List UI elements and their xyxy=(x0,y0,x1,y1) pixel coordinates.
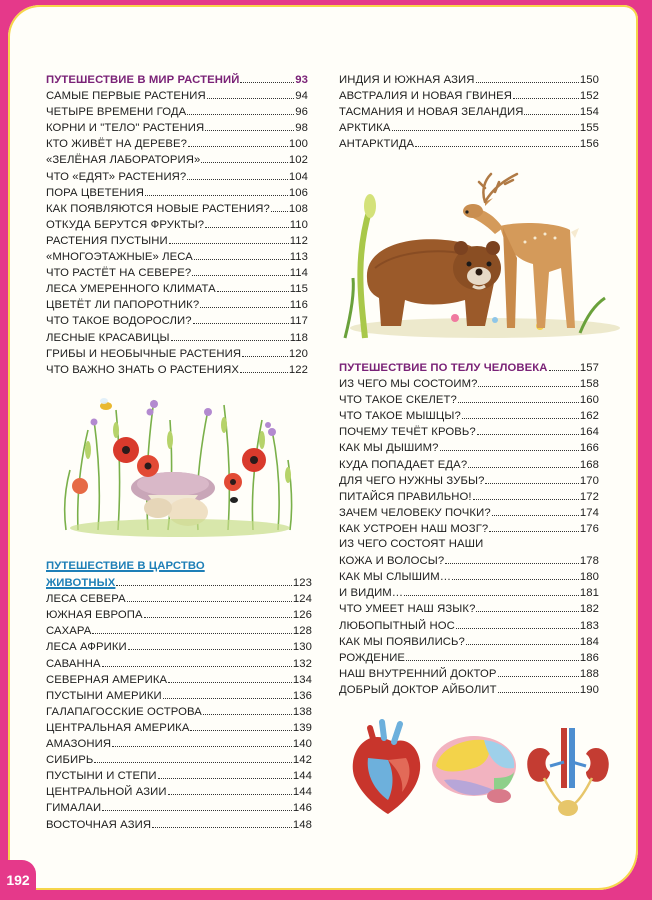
toc-entry-title: ЧТО УМЕЕТ НАШ ЯЗЫК? xyxy=(339,603,476,616)
toc-page-number: 110 xyxy=(289,218,308,231)
toc-entry-title: КУДА ПОПАДАЕТ ЕДА? xyxy=(339,458,468,471)
toc-entry[interactable] xyxy=(46,818,312,834)
toc-entry[interactable] xyxy=(339,683,599,699)
toc-entry[interactable] xyxy=(339,490,599,506)
toc-entry[interactable] xyxy=(46,298,308,314)
toc-entry-title: КОЖА И ВОЛОСЫ? xyxy=(339,555,445,568)
leader-dots xyxy=(415,137,579,147)
leader-dots xyxy=(473,490,579,500)
toc-entry-title: НАШ ВНУТРЕННИЙ ДОКТОР xyxy=(339,667,497,680)
page-number-badge xyxy=(0,860,36,900)
toc-entry-title: ЛЕСА УМЕРЕННОГО КЛИМАТА xyxy=(46,283,216,296)
toc-entry-title: КТО ЖИВЁТ НА ДЕРЕВЕ? xyxy=(46,138,188,151)
leader-dots xyxy=(468,458,579,468)
toc-page-number: 164 xyxy=(579,426,599,439)
toc-page-number: 166 xyxy=(579,442,599,455)
leader-dots xyxy=(145,186,288,196)
toc-page-number: 124 xyxy=(292,593,312,606)
leader-dots xyxy=(406,651,579,661)
toc-heading-title: ПУТЕШЕСТВИЕ В МИР РАСТЕНИЙ xyxy=(46,74,240,86)
toc-entry-title: ИЗ ЧЕГО СОСТОЯТ НАШИ xyxy=(339,538,484,551)
toc-page-number: 148 xyxy=(292,818,312,831)
toc-page-number: 158 xyxy=(579,378,599,391)
leader-dots xyxy=(462,409,579,419)
toc-entry-title: АНТАРКТИДА xyxy=(339,138,415,151)
leader-dots xyxy=(169,234,289,244)
toc-entry-title: ЧТО ТАКОЕ СКЕЛЕТ? xyxy=(339,394,457,407)
toc-entry[interactable] xyxy=(339,105,599,121)
toc-entry[interactable] xyxy=(339,474,599,490)
toc-entry[interactable] xyxy=(339,570,599,586)
toc-page-number: 108 xyxy=(288,202,308,215)
toc-entry-title: АРКТИКА xyxy=(339,122,391,135)
toc-entry-title: ПУСТЫНИ И СТЕПИ xyxy=(46,770,157,783)
toc-page-number: 160 xyxy=(579,394,599,407)
leader-dots xyxy=(498,683,579,693)
toc-entry-title: ИНДИЯ И ЮЖНАЯ АЗИЯ xyxy=(339,74,475,86)
leader-dots xyxy=(128,640,292,650)
toc-page-number: 120 xyxy=(288,347,308,360)
toc-entry-title: КАК МЫ ПОЯВИЛИСЬ? xyxy=(339,635,465,648)
toc-entry[interactable] xyxy=(46,608,312,624)
toc-entry-title: ЮЖНАЯ ЕВРОПА xyxy=(46,609,143,622)
toc-entry[interactable] xyxy=(46,153,308,169)
toc-page-number: 154 xyxy=(579,106,599,119)
toc-entry[interactable] xyxy=(46,769,312,785)
toc-page-number: 174 xyxy=(579,506,599,519)
leader-dots xyxy=(477,425,579,435)
toc-page-number: 126 xyxy=(292,609,312,622)
leader-dots xyxy=(92,624,291,634)
toc-entry[interactable] xyxy=(46,202,308,218)
leader-dots xyxy=(476,602,578,612)
toc-page-number: 136 xyxy=(292,689,312,702)
toc-entry[interactable] xyxy=(46,705,312,721)
toc-heading-human-body[interactable] xyxy=(339,361,599,377)
leader-dots xyxy=(116,576,291,586)
toc-entry-title: САХАРА xyxy=(46,625,92,638)
leader-dots xyxy=(217,282,289,292)
toc-entry-title: ЧТО «ЕДЯТ» РАСТЕНИЯ? xyxy=(46,170,187,183)
toc-entry-title: ПИТАЙСЯ ПРАВИЛЬНО! xyxy=(339,490,472,503)
toc-entry-title: КАК УСТРОЕН НАШ МОЗГ? xyxy=(339,522,489,535)
toc-entry[interactable] xyxy=(339,409,599,425)
toc-entry-title: ЧТО ТАКОЕ МЫШЦЫ? xyxy=(339,410,461,423)
heart-brain-kidneys-illustration xyxy=(344,718,616,818)
toc-heading-title: ПУТЕШЕСТВИЕ В ЦАРСТВО xyxy=(46,560,205,572)
toc-entry-title: АМАЗОНИЯ xyxy=(46,738,112,751)
toc-entry[interactable] xyxy=(46,218,308,234)
leader-dots xyxy=(112,737,292,747)
toc-entry[interactable] xyxy=(46,785,312,801)
toc-page-number: 180 xyxy=(579,571,599,584)
leader-dots xyxy=(492,506,579,516)
toc-entry[interactable] xyxy=(46,673,312,689)
toc-entry-title: СИБИРЬ xyxy=(46,754,94,767)
toc-entry[interactable] xyxy=(339,458,599,474)
toc-page-number: 181 xyxy=(579,587,599,600)
toc-page-number: 93 xyxy=(295,74,308,86)
leader-dots xyxy=(549,361,579,371)
toc-page-number: 144 xyxy=(292,786,312,799)
toc-heading-animals-line1 xyxy=(46,560,312,576)
toc-entry[interactable] xyxy=(339,137,599,153)
toc-entry[interactable] xyxy=(339,506,599,522)
toc-entry[interactable] xyxy=(46,624,312,640)
toc-page-number: 96 xyxy=(295,106,308,119)
leader-dots xyxy=(392,121,579,131)
toc-entry[interactable] xyxy=(46,657,312,673)
leader-dots xyxy=(445,554,579,564)
leader-dots xyxy=(456,619,579,629)
toc-entry-title: САМЫЕ ПЕРВЫЕ РАСТЕНИЯ xyxy=(46,90,206,103)
toc-page-number: 116 xyxy=(289,299,308,312)
toc-entry[interactable] xyxy=(46,753,312,769)
toc-page-number: 186 xyxy=(579,651,599,664)
toc-entry-title: КАК МЫ СЛЫШИМ… xyxy=(339,571,452,584)
toc-entry[interactable] xyxy=(46,737,312,753)
bear-and-deer-illustration xyxy=(335,168,625,343)
toc-entry[interactable] xyxy=(46,640,312,656)
leader-dots xyxy=(404,586,579,596)
toc-entry-title: ЛЕСА СЕВЕРА xyxy=(46,593,126,606)
leader-dots xyxy=(513,89,579,99)
toc-page-number: 150 xyxy=(579,74,599,86)
leader-dots xyxy=(94,753,291,763)
leader-dots xyxy=(168,785,292,795)
leader-dots xyxy=(240,363,288,373)
toc-entry-title: «МНОГОЭТАЖНЫЕ» ЛЕСА xyxy=(46,251,193,264)
toc-entry-title: КАК МЫ ДЫШИМ? xyxy=(339,442,439,455)
leader-dots xyxy=(163,689,292,699)
toc-page-number: 115 xyxy=(289,283,308,296)
toc-entry-title: ТАСМАНИЯ И НОВАЯ ЗЕЛАНДИЯ xyxy=(339,106,524,119)
toc-entry[interactable] xyxy=(46,250,308,266)
toc-entry-title: И ВИДИМ… xyxy=(339,587,404,600)
leader-dots xyxy=(187,170,288,180)
toc-section-human-body xyxy=(339,361,599,699)
toc-entry[interactable] xyxy=(339,73,599,89)
toc-entry-title: ЦЕНТРАЛЬНАЯ АМЕРИКА xyxy=(46,721,190,734)
leader-dots xyxy=(207,89,294,99)
leader-dots xyxy=(498,667,579,677)
toc-heading-title: ПУТЕШЕСТВИЕ ПО ТЕЛУ ЧЕЛОВЕКА xyxy=(339,362,548,374)
toc-entry-title: «ЗЕЛЁНАЯ ЛАБОРАТОРИЯ» xyxy=(46,154,201,167)
leader-dots xyxy=(127,592,292,602)
toc-entry[interactable] xyxy=(339,586,599,602)
toc-entry-title: ГАЛАПАГОССКИЕ ОСТРОВА xyxy=(46,705,202,718)
toc-entry[interactable] xyxy=(46,801,312,817)
toc-entry-title: ГРИБЫ И НЕОБЫЧНЫЕ РАСТЕНИЯ xyxy=(46,347,242,360)
leader-dots xyxy=(440,441,579,451)
toc-entry[interactable] xyxy=(339,619,599,635)
toc-entry[interactable] xyxy=(46,105,308,121)
toc-heading-animals[interactable] xyxy=(46,576,312,592)
leader-dots xyxy=(200,298,288,308)
toc-entry-title: ЛЕСНЫЕ КРАСАВИЦЫ xyxy=(46,331,170,344)
toc-entry-title: АВСТРАЛИЯ И НОВАЯ ГВИНЕЯ xyxy=(339,90,512,103)
toc-page-number: 156 xyxy=(579,138,599,151)
toc-entry[interactable] xyxy=(339,554,599,570)
toc-page-number: 144 xyxy=(292,770,312,783)
toc-entry-title: ПУСТЫНИ АМЕРИКИ xyxy=(46,689,162,702)
toc-entry-title: ЛЕСА АФРИКИ xyxy=(46,641,127,654)
toc-page-number: 184 xyxy=(579,635,599,648)
page-number: 192 xyxy=(6,872,30,888)
toc-page-number: 142 xyxy=(292,754,312,767)
toc-page-number: 170 xyxy=(579,474,599,487)
toc-page-number: 146 xyxy=(292,802,312,815)
toc-page-number: 190 xyxy=(579,683,599,696)
toc-entry-title: ЦЕНТРАЛЬНОЙ АЗИИ xyxy=(46,786,167,799)
toc-entry[interactable] xyxy=(46,347,308,363)
toc-entry[interactable] xyxy=(46,592,312,608)
toc-entry[interactable] xyxy=(339,635,599,651)
leader-dots xyxy=(205,218,289,228)
toc-entry[interactable] xyxy=(339,377,599,393)
toc-entry[interactable] xyxy=(46,170,308,186)
toc-entry[interactable] xyxy=(339,538,599,554)
leader-dots xyxy=(192,266,288,276)
toc-entry-title: КОРНИ И "ТЕЛО" РАСТЕНИЯ xyxy=(46,122,205,135)
leader-dots xyxy=(478,377,578,387)
leader-dots xyxy=(452,570,579,580)
toc-page-number: 128 xyxy=(292,625,312,638)
toc-page-number: 176 xyxy=(579,522,599,535)
leader-dots xyxy=(203,705,292,715)
leader-dots xyxy=(171,331,289,341)
toc-page-number: 118 xyxy=(289,331,308,344)
toc-page-number: 104 xyxy=(288,170,308,183)
leader-dots xyxy=(102,801,292,811)
toc-page-number: 130 xyxy=(292,641,312,654)
toc-entry[interactable] xyxy=(339,602,599,618)
leader-dots xyxy=(102,657,292,667)
toc-page-number: 168 xyxy=(579,458,599,471)
toc-page-number: 139 xyxy=(292,721,312,734)
toc-entry-title: ПОРА ЦВЕТЕНИЯ xyxy=(46,186,144,199)
toc-entry[interactable] xyxy=(339,89,599,105)
toc-entry-title: ЛЮБОПЫТНЫЙ НОС xyxy=(339,619,455,632)
toc-entry-title: КАК ПОЯВЛЯЮТСЯ НОВЫЕ РАСТЕНИЯ? xyxy=(46,202,270,215)
leader-dots xyxy=(201,153,287,163)
toc-heading-title: ЖИВОТНЫХ xyxy=(46,577,116,590)
toc-heading-plants[interactable] xyxy=(46,73,308,89)
toc-entry-title: СЕВЕРНАЯ АМЕРИКА xyxy=(46,673,168,686)
leader-dots xyxy=(205,121,294,131)
toc-page-number: 100 xyxy=(288,138,308,151)
toc-entry-title: ЧТО РАСТЁТ НА СЕВЕРЕ? xyxy=(46,267,192,280)
toc-entry[interactable] xyxy=(46,186,308,202)
toc-section-plants xyxy=(46,73,308,379)
toc-entry-title: ЧТО ВАЖНО ЗНАТЬ О РАСТЕНИЯХ xyxy=(46,363,240,376)
leader-dots xyxy=(271,202,288,212)
toc-page-number: 155 xyxy=(579,122,599,135)
leader-dots xyxy=(242,347,288,357)
toc-page-number: 102 xyxy=(288,154,308,167)
toc-entry-title: ВОСТОЧНАЯ АЗИЯ xyxy=(46,818,152,831)
leader-dots xyxy=(524,105,578,115)
toc-entry[interactable] xyxy=(46,282,308,298)
leader-dots xyxy=(158,769,292,779)
toc-page-number: 134 xyxy=(292,673,312,686)
toc-entry-title: ЗАЧЕМ ЧЕЛОВЕКУ ПОЧКИ? xyxy=(339,506,491,519)
toc-page-number: 106 xyxy=(288,186,308,199)
leader-dots xyxy=(187,105,294,115)
toc-page-number: 138 xyxy=(292,705,312,718)
toc-page-number: 122 xyxy=(288,363,308,376)
toc-entry[interactable] xyxy=(339,425,599,441)
toc-entry-title: ИЗ ЧЕГО МЫ СОСТОИМ? xyxy=(339,378,478,391)
leader-dots xyxy=(476,73,579,83)
toc-page-number: 183 xyxy=(579,619,599,632)
toc-page-number: 140 xyxy=(292,738,312,751)
toc-page-number: 112 xyxy=(289,234,308,247)
toc-entry[interactable] xyxy=(46,121,308,137)
toc-entry-title: САВАННА xyxy=(46,657,101,670)
leader-dots xyxy=(190,721,291,731)
toc-entry-title: ОТКУДА БЕРУТСЯ ФРУКТЫ? xyxy=(46,218,205,231)
toc-page-number: 162 xyxy=(579,410,599,423)
toc-entry[interactable] xyxy=(339,651,599,667)
leader-dots xyxy=(458,393,579,403)
toc-page-number: 172 xyxy=(579,490,599,503)
leader-dots xyxy=(466,635,579,645)
toc-page-number: 188 xyxy=(579,667,599,680)
toc-entry[interactable] xyxy=(46,266,308,282)
toc-entry-title: ДОБРЫЙ ДОКТОР АЙБОЛИТ xyxy=(339,683,497,696)
toc-page-number: 152 xyxy=(579,90,599,103)
toc-entry[interactable] xyxy=(339,667,599,683)
wildflowers-mushrooms-illustration xyxy=(58,390,302,540)
toc-entry-title: ЧТО ТАКОЕ ВОДОРОСЛИ? xyxy=(46,315,192,328)
toc-page-number: 132 xyxy=(292,657,312,670)
toc-entry[interactable] xyxy=(46,234,308,250)
toc-entry[interactable] xyxy=(339,393,599,409)
toc-section-animals xyxy=(46,560,312,834)
toc-entry-title: ГИМАЛАИ xyxy=(46,802,102,815)
toc-page-number: 157 xyxy=(579,362,599,374)
leader-dots xyxy=(240,73,294,83)
toc-entry[interactable] xyxy=(339,121,599,137)
toc-entry[interactable] xyxy=(46,137,308,153)
toc-entry[interactable] xyxy=(339,441,599,457)
toc-page-number: 178 xyxy=(579,555,599,568)
toc-page-number: 123 xyxy=(292,577,312,590)
toc-entry-title: ДЛЯ ЧЕГО НУЖНЫ ЗУБЫ? xyxy=(339,474,485,487)
toc-entry[interactable] xyxy=(46,89,308,105)
toc-entry-title: ЦВЕТЁТ ЛИ ПАПОРОТНИК? xyxy=(46,299,200,312)
leader-dots xyxy=(489,522,579,532)
toc-entry[interactable] xyxy=(46,314,308,330)
toc-entry-title: ЧЕТЫРЕ ВРЕМЕНИ ГОДА xyxy=(46,106,187,119)
toc-entry-title: РАСТЕНИЯ ПУСТЫНИ xyxy=(46,234,168,247)
toc-section-continued xyxy=(339,73,599,153)
toc-entry-title: РОЖДЕНИЕ xyxy=(339,651,406,664)
toc-page-number: 113 xyxy=(289,251,308,264)
toc-entry-title: ПОЧЕМУ ТЕЧЁТ КРОВЬ? xyxy=(339,426,476,439)
leader-dots xyxy=(188,137,288,147)
leader-dots xyxy=(193,314,289,324)
leader-dots xyxy=(152,818,292,828)
toc-entry[interactable] xyxy=(46,721,312,737)
toc-page-number: 117 xyxy=(289,315,308,328)
leader-dots xyxy=(144,608,292,618)
toc-entry[interactable] xyxy=(46,689,312,705)
leader-dots xyxy=(168,673,292,683)
toc-entry[interactable] xyxy=(46,363,308,379)
toc-page-number: 94 xyxy=(295,90,308,103)
toc-entry[interactable] xyxy=(46,331,308,347)
leader-dots xyxy=(485,474,578,484)
toc-entry[interactable] xyxy=(339,522,599,538)
toc-page-number: 114 xyxy=(289,267,308,280)
leader-dots xyxy=(194,250,289,260)
toc-page-number: 182 xyxy=(579,603,599,616)
toc-page-number: 98 xyxy=(295,122,308,135)
